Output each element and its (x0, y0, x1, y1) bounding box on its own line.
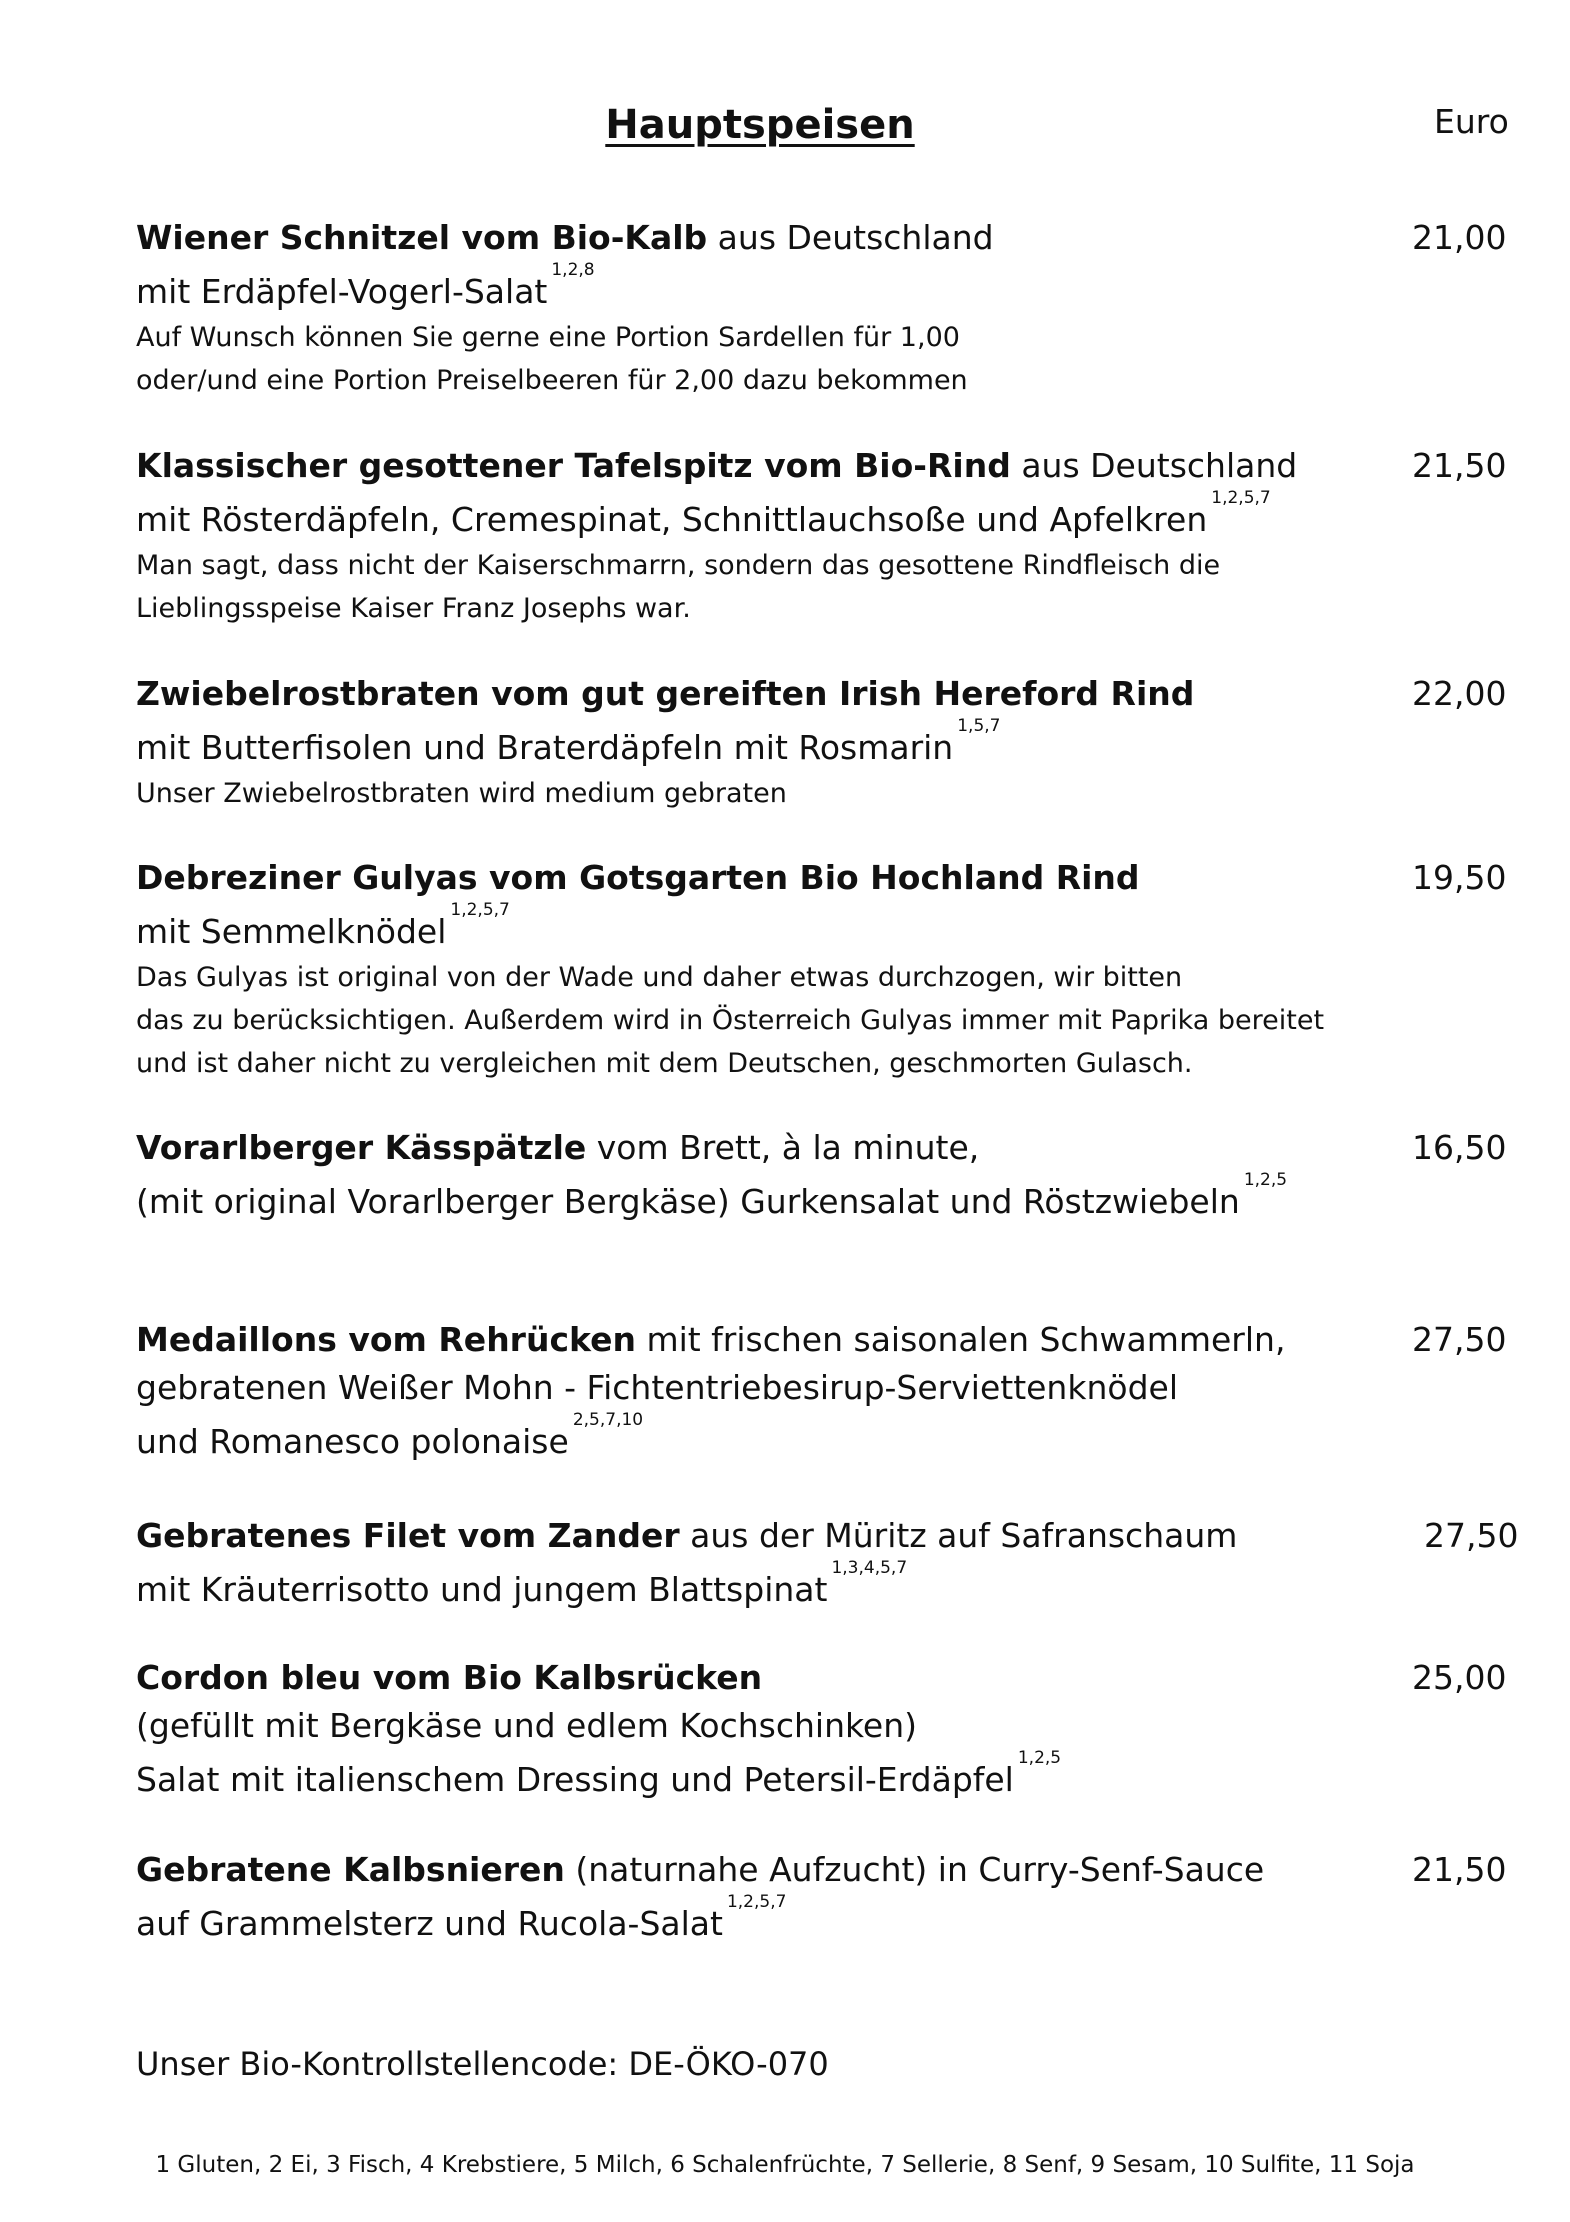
dish-description: mit Butterfisolen und Braterdäpfeln mit Rosmarin (136, 728, 954, 767)
dish-description: mit Semmelknödel (136, 912, 447, 951)
price: 27,50 (1424, 1516, 1519, 1555)
allergen-codes: 1,2,5,7 (726, 1892, 787, 1912)
menu-item-zwiebelrostbraten (136, 670, 1440, 815)
price: 19,50 (1412, 858, 1507, 897)
dish-name: Cordon bleu vom Bio Kalbsrücken (136, 1658, 763, 1697)
dish-description: (naturnahe Aufzucht) in Curry-Senf-Sauce (564, 1850, 1265, 1889)
dish-name: Gebratenes Filet vom Zander (136, 1516, 680, 1555)
allergen-codes: 1,2,5 (1017, 1748, 1062, 1768)
menu-item-zander-filet (136, 1512, 1440, 1614)
dish-name: Medaillons vom Rehrücken (136, 1320, 636, 1359)
price: 27,50 (1412, 1320, 1507, 1359)
dish-note: Lieblingsspeise Kaiser Franz Josephs war. (136, 593, 691, 624)
dish-note: oder/und eine Portion Preiselbeeren für 2,00 dazu bekommen (136, 365, 968, 396)
dish-description: und Romanesco polonaise (136, 1422, 569, 1461)
dish-description: auf Grammelsterz und Rucola-Salat (136, 1904, 723, 1943)
allergen-codes: 1,2,5,7 (450, 900, 510, 920)
dish-name: Debreziner Gulyas vom Gotsgarten Bio Hochland Rind (136, 858, 1140, 897)
price: 21,50 (1412, 1850, 1507, 1889)
price: 16,50 (1412, 1128, 1507, 1167)
dish-description: mit Kräuterrisotto und jungem Blattspinat (136, 1570, 828, 1609)
menu-item-tafelspitz (136, 442, 1440, 630)
allergen-codes: 2,5,7,10 (572, 1410, 644, 1430)
dish-name: Wiener Schnitzel vom Bio-Kalb (136, 218, 708, 257)
bio-control-code: Unser Bio-Kontrollstellencode: DE-ÖKO-070 (136, 2045, 829, 2083)
dish-note: Man sagt, dass nicht der Kaiserschmarrn, sondern das gesottene Rindfleisch die (136, 550, 1221, 581)
price: 21,00 (1412, 218, 1507, 257)
dish-note: und ist daher nicht zu vergleichen mit dem Deutschen, geschmorten Gulasch. (136, 1048, 1193, 1079)
dish-note: das zu berücksichtigen. Außerdem wird in Österreich Gulyas immer mit Paprika bereitet (136, 1005, 1325, 1036)
dish-description: (gefüllt mit Bergkäse und edlem Kochschinken) (136, 1706, 918, 1745)
menu-item-cordon-bleu (136, 1654, 1440, 1804)
dish-note: Das Gulyas ist original von der Wade und daher etwas durchzogen, wir bitten (136, 962, 1183, 993)
dish-note: Unser Zwiebelrostbraten wird medium gebraten (136, 778, 787, 809)
allergen-codes: 1,2,5 (1243, 1170, 1288, 1190)
dish-description: mit Rösterdäpfeln, Cremespinat, Schnittlauchsoße und Apfelkren (136, 500, 1208, 539)
page-title: Hauptspeisen (605, 102, 915, 148)
dish-description: aus Deutschland (1010, 446, 1298, 485)
dish-name: Klassischer gesottener Tafelspitz vom Bio-Rind (136, 446, 1011, 485)
allergen-codes: 1,5,7 (957, 716, 1001, 736)
currency-header: Euro (1434, 102, 1509, 141)
dish-description: mit Erdäpfel-Vogerl-Salat (136, 272, 548, 311)
price: 21,50 (1412, 446, 1507, 485)
price: 25,00 (1412, 1658, 1507, 1697)
allergen-codes: 1,2,5,7 (1211, 488, 1271, 508)
dish-name: Zwiebelrostbraten vom gut gereiften Irish Hereford Rind (136, 674, 1195, 713)
allergen-codes: 1,3,4,5,7 (831, 1558, 908, 1578)
menu-item-kalbsnieren (136, 1846, 1440, 1948)
dish-description: aus Deutschland (707, 218, 994, 257)
dish-description: (mit original Vorarlberger Bergkäse) Gurkensalat und Röstzwiebeln (136, 1182, 1240, 1221)
dish-description: gebratenen Weißer Mohn - Fichtentriebesirup-Serviettenknödel (136, 1368, 1178, 1407)
dish-name: Gebratene Kalbsnieren (136, 1850, 565, 1889)
menu-item-medaillons-rehruecken (136, 1316, 1440, 1466)
menu-item-kaesspaetzle (136, 1124, 1440, 1226)
menu-item-wiener-schnitzel (136, 214, 1440, 402)
dish-description: aus der Müritz auf Safranschaum (679, 1516, 1238, 1555)
allergen-codes: 1,2,8 (551, 260, 595, 280)
price: 22,00 (1412, 674, 1507, 713)
dish-description: vom Brett, à la minute, (586, 1128, 980, 1167)
allergen-legend: 1 Gluten, 2 Ei, 3 Fisch, 4 Krebstiere, 5 Milch, 6 Schalenfrüchte, 7 Sellerie, 8 Senf, 9 Sesam, 10 Sulfite, 11 Soja (155, 2152, 1415, 2178)
dish-name: Vorarlberger Kässpätzle (136, 1128, 587, 1167)
menu-item-debreziner-gulyas (136, 854, 1440, 1085)
dish-description: Salat mit italienschem Dressing und Petersil-Erdäpfel (136, 1760, 1014, 1799)
dish-note: Auf Wunsch können Sie gerne eine Portion Sardellen für 1,00 (136, 322, 960, 353)
dish-description: mit frischen saisonalen Schwammerln, (635, 1320, 1286, 1359)
